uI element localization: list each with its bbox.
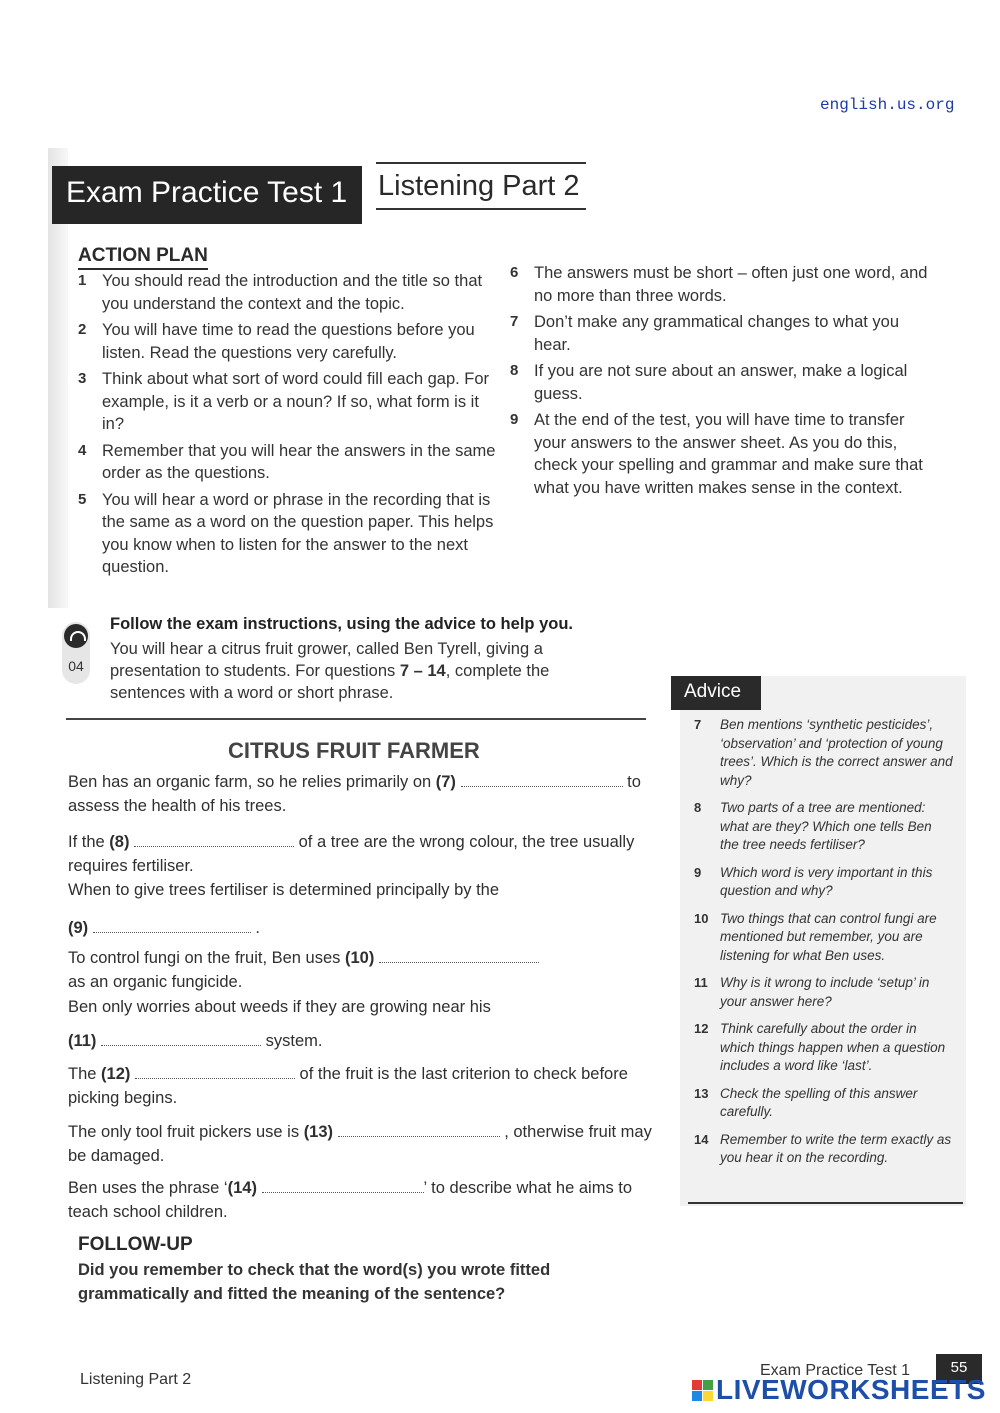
list-item: 9 At the end of the test, you will have time to transfer your answers to the answer sheet. As you do this, check your spelling and grammar and make sure that what you have written makes sense in the context. — [510, 411, 923, 497]
list-item: 14 Remember to write the term exactly as you hear it on the recording. — [694, 1131, 952, 1165]
question-7: Ben has an organic farm, so he relies primarily on (7) to assess the health of his trees. — [68, 773, 641, 815]
question-14: Ben uses the phrase ‘(14) ’ to describe what he aims to teach school children. — [68, 1179, 633, 1221]
question-13: The only tool fruit pickers use is (13) , otherwise fruit may be damaged. — [68, 1123, 652, 1165]
follow-up-text: Did you remember to check that the word(s) you wrote fitted grammatically and fitted the meaning of the sentence? — [78, 1261, 551, 1303]
list-item: 1 You should read the introduction and the title so that you understand the context and the topic. — [78, 272, 483, 313]
question-11: Ben only worries about weeds if they are growing near his (11) system. — [68, 998, 491, 1050]
advice-list — [694, 716, 954, 1177]
list-item: 3 Think about what sort of word could fill each gap. For example, is it a verb or a noun? If so, what form is it in? — [78, 370, 490, 433]
list-item: 8 Two parts of a tree are mentioned: what are they? Which one tells Ben the tree needs fertiliser? — [694, 800, 932, 852]
audio-track-badge — [62, 622, 90, 684]
list-item: 4 Remember that you will hear the answers in the same order as the questions. — [78, 441, 496, 482]
list-item: 8 If you are not sure about an answer, make a logical guess. — [510, 362, 908, 403]
answer-gap-11[interactable] — [101, 1032, 261, 1046]
list-item: 13 Check the spelling of this answer carefully. — [694, 1085, 918, 1119]
answer-gap-7[interactable] — [461, 773, 623, 787]
answer-gap-13[interactable] — [338, 1123, 500, 1137]
track-number: 04 — [68, 658, 84, 674]
answer-gap-9[interactable] — [93, 919, 251, 933]
list-item: 12 Think carefully about the order in which things happen when a question includes a word like ‘last’. — [694, 1021, 946, 1073]
list-item: 5 You will hear a word or phrase in the recording that is the same as a word on the question paper. This helps you know when to listen for the answer to the next question. — [78, 490, 494, 576]
section-title-text: Listening Part 2 — [378, 170, 580, 202]
list-item: 10 Two things that can control fungi are mentioned but remember, you are listening for what Ben uses. — [694, 910, 937, 963]
action-plan-list-right — [510, 262, 930, 503]
question-8: If the (8) of a tree are the wrong colour, the tree usually requires fertiliser. — [68, 833, 635, 875]
footer-section: Listening Part 2 — [80, 1371, 192, 1388]
answer-gap-12[interactable] — [135, 1065, 295, 1079]
page-number: 55 — [936, 1354, 982, 1384]
task-title: CITRUS FRUIT FARMER — [228, 738, 480, 763]
answer-gap-10[interactable] — [379, 949, 539, 963]
liveworksheets-logo-icon — [692, 1380, 713, 1401]
question-12: The (12) of the fruit is the last criterion to check before picking begins. — [68, 1065, 628, 1107]
list-item: 11 Why is it wrong to include ‘setup’ in your answer here? — [694, 975, 930, 1009]
instructions-heading: Follow the exam instructions, using the advice to help you. — [110, 615, 573, 633]
answer-gap-14[interactable] — [262, 1179, 424, 1193]
watermark-text: LIVEWORKSHEETS — [716, 1374, 986, 1405]
question-10: To control fungi on the fruit, Ben uses (10) as an organic fungicide. — [68, 946, 658, 994]
list-item: 6 The answers must be short – often just one word, and no more than three words. — [510, 264, 928, 305]
divider — [688, 1202, 963, 1204]
exam-title-box — [52, 166, 362, 224]
advice-title: Advice — [671, 676, 761, 710]
question-9: When to give trees fertiliser is determined principally by the (9) . — [68, 881, 500, 937]
follow-up-title: FOLLOW-UP — [78, 1234, 193, 1255]
site-url[interactable]: english.us.org — [820, 96, 955, 114]
headphones-icon — [64, 624, 88, 648]
section-title — [376, 162, 586, 210]
exam-title: Exam Practice Test 1 — [66, 176, 348, 209]
liveworksheets-watermark[interactable] — [692, 1374, 986, 1406]
footer-title: Exam Practice Test 1 — [760, 1362, 910, 1379]
list-item: 7 Don’t make any grammatical changes to what you hear. — [510, 313, 900, 354]
answer-gap-8[interactable] — [134, 833, 294, 847]
list-item: 9 Which word is very important in this question and why? — [694, 864, 933, 898]
action-plan-list-left — [78, 270, 503, 583]
action-plan-title: ACTION PLAN — [78, 245, 208, 270]
list-item: 2 You will have time to read the questions before you listen. Read the questions very carefully. — [78, 321, 475, 362]
divider — [66, 718, 646, 720]
list-item: 7 Ben mentions ‘synthetic pesticides’, ‘observation’ and ‘protection of young trees’. Which is the correct answer and why? — [694, 717, 953, 788]
instructions-text: You will hear a citrus fruit grower, called Ben Tyrell, giving a presentation to students. For questions 7 – 14, complete the sentences with a word or short phrase. — [110, 640, 550, 702]
